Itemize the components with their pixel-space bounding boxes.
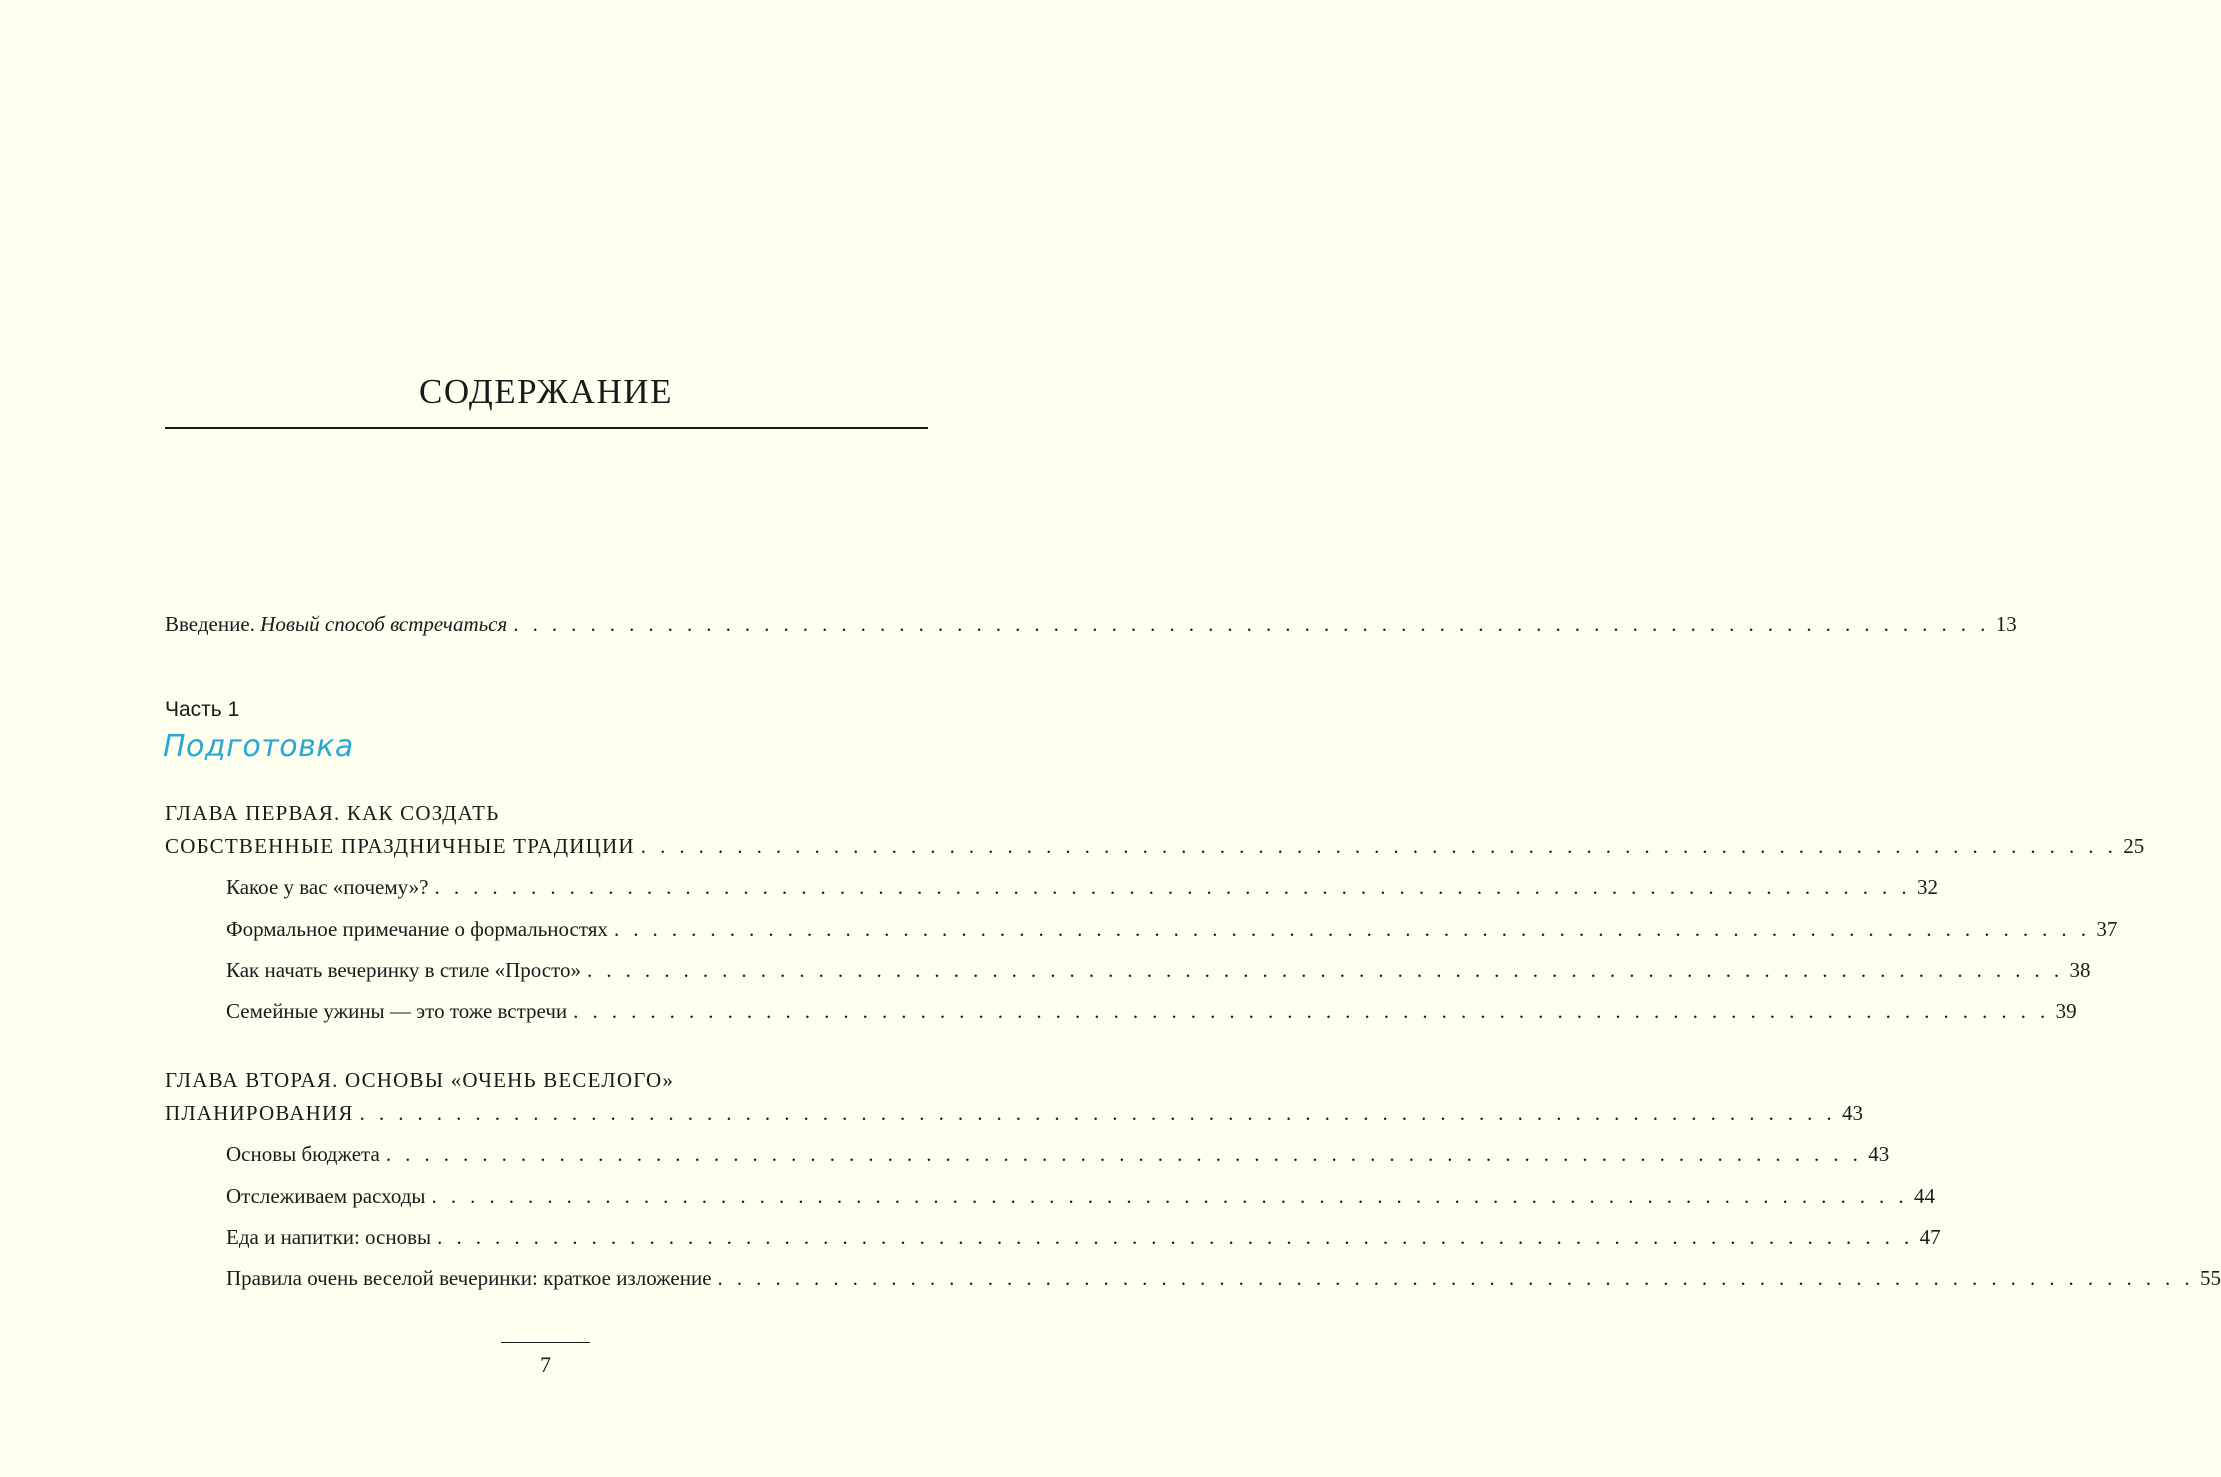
toc-entry-section[interactable] <box>226 1142 1890 1172</box>
page-number: 37 <box>2096 917 2118 941</box>
toc-entry-section[interactable] <box>226 958 2091 988</box>
toc-entry-section[interactable] <box>226 1225 1941 1255</box>
toc-entry-section[interactable] <box>226 875 1938 905</box>
dot-leader: . . . . . . . . . . . . . . . . . . . . . . . . . . . . . . . . . . . . . . . . . . . . . . . . . . . . . . . . . . . . . . . . . . . . . . . . . . . . . <box>434 875 1911 899</box>
dot-leader: . . . . . . . . . . . . . . . . . . . . . . . . . . . . . . . . . . . . . . . . . . . . . . . . . . . . . . . . . . . . . . . . . . . . . . . . . . . . . <box>573 999 2050 1023</box>
page-number: 32 <box>1916 875 1938 899</box>
part-label: Часть 1 <box>165 698 240 721</box>
toc-entry-section[interactable] <box>226 1266 2221 1296</box>
section-title: Правила очень веселой вечеринки: краткое изложение <box>226 1266 712 1290</box>
dot-leader: . . . . . . . . . . . . . . . . . . . . . . . . . . . . . . . . . . . . . . . . . . . . . . . . . . . . . . . . . . . . . . . . . . . . . . . . . . . . . <box>437 1225 1914 1249</box>
toc-entry-section[interactable] <box>226 999 2077 1029</box>
section-title: Какое у вас «почему»? <box>226 875 429 899</box>
dot-leader: . . . . . . . . . . . . . . . . . . . . . . . . . . . . . . . . . . . . . . . . . . . . . . . . . . . . . . . . . . . . . . . . . . . . . . . . . . . . . <box>613 917 2091 941</box>
page-title: СОДЕРЖАНИЕ <box>419 372 673 411</box>
chapter-1-title-line-2: СОБСТВЕННЫЕ ПРАЗДНИЧНЫЕ ТРАДИЦИИ <box>165 834 635 858</box>
dot-leader: . . . . . . . . . . . . . . . . . . . . . . . . . . . . . . . . . . . . . . . . . . . . . . . . . . . . . . . . . . . . . . . . . . . . . . . . . . . . . <box>587 958 2064 982</box>
dot-leader: . . . . . . . . . . . . . . . . . . . . . . . . . . . . . . . . . . . . . . . . . . . . . . . . . . . . . . . . . . . . . . . . . . . . . . . . . . . . . <box>640 834 2118 858</box>
folio-rule <box>501 1342 590 1343</box>
page-number: 44 <box>1914 1184 1935 1208</box>
toc-entry-chapter-1[interactable] <box>165 834 2145 864</box>
toc-entry-section[interactable] <box>226 917 2118 947</box>
page-folio: 7 <box>540 1352 551 1377</box>
page-number: 43 <box>1842 1101 1864 1125</box>
chapter-2-title-line-2: ПЛАНИРОВАНИЯ <box>165 1101 354 1125</box>
page-number: 55 <box>2200 1266 2221 1290</box>
page-number: 38 <box>2069 958 2091 982</box>
title-rule <box>165 427 928 429</box>
page-number: 47 <box>1919 1225 1941 1249</box>
section-title: Основы бюджета <box>226 1142 380 1166</box>
chapter-2-title-line-1: ГЛАВА ВТОРАЯ. ОСНОВЫ «ОЧЕНЬ ВЕСЕЛОГО» <box>165 1068 675 1092</box>
section-title: Как начать вечеринку в стиле «Просто» <box>226 958 582 982</box>
page-number: 39 <box>2055 999 2077 1023</box>
dot-leader: . . . . . . . . . . . . . . . . . . . . . . . . . . . . . . . . . . . . . . . . . . . . . . . . . . . . . . . . . . . . . . . . . . . . . . . . . . . . . <box>359 1101 1837 1125</box>
section-title: Отслеживаем расходы <box>226 1184 426 1208</box>
chapter-1-title-line-1: ГЛАВА ПЕРВАЯ. КАК СОЗДАТЬ <box>165 801 500 825</box>
section-title: Семейные ужины — это тоже встречи <box>226 999 568 1023</box>
section-title: Формальное примечание о формальностях <box>226 917 608 941</box>
dot-leader: . . . . . . . . . . . . . . . . . . . . . . . . . . . . . . . . . . . . . . . . . . . . . . . . . . . . . . . . . . . . . . . . . . . . . . . . . . . . . <box>385 1142 1863 1166</box>
page-number: 13 <box>1995 612 2017 636</box>
intro-subtitle: Новый способ встречаться <box>260 612 508 636</box>
toc-entry-section[interactable] <box>226 1184 1935 1214</box>
dot-leader: . . . . . . . . . . . . . . . . . . . . . . . . . . . . . . . . . . . . . . . . . . . . . . . . . . . . . . . . . . . . . . . . . . . . . . . . . . . . . <box>717 1266 2194 1290</box>
dot-leader: . . . . . . . . . . . . . . . . . . . . . . . . . . . . . . . . . . . . . . . . . . . . . . . . . . . . . . . . . . . . . . . . . . . . . . . . . . . . . <box>431 1184 1908 1208</box>
part-title: Подготовка <box>163 729 354 764</box>
dot-leader: . . . . . . . . . . . . . . . . . . . . . . . . . . . . . . . . . . . . . . . . . . . . . . . . . . . . . . . . . . . . . . . . . . . . . . . . . . . . . <box>513 612 1990 636</box>
intro-label: Введение. <box>165 612 255 636</box>
page-number: 43 <box>1868 1142 1890 1166</box>
section-title: Еда и напитки: основы <box>226 1225 432 1249</box>
page-number: 25 <box>2123 834 2145 858</box>
toc-entry-introduction[interactable] <box>165 612 2017 642</box>
toc-entry-chapter-2[interactable] <box>165 1101 1864 1131</box>
